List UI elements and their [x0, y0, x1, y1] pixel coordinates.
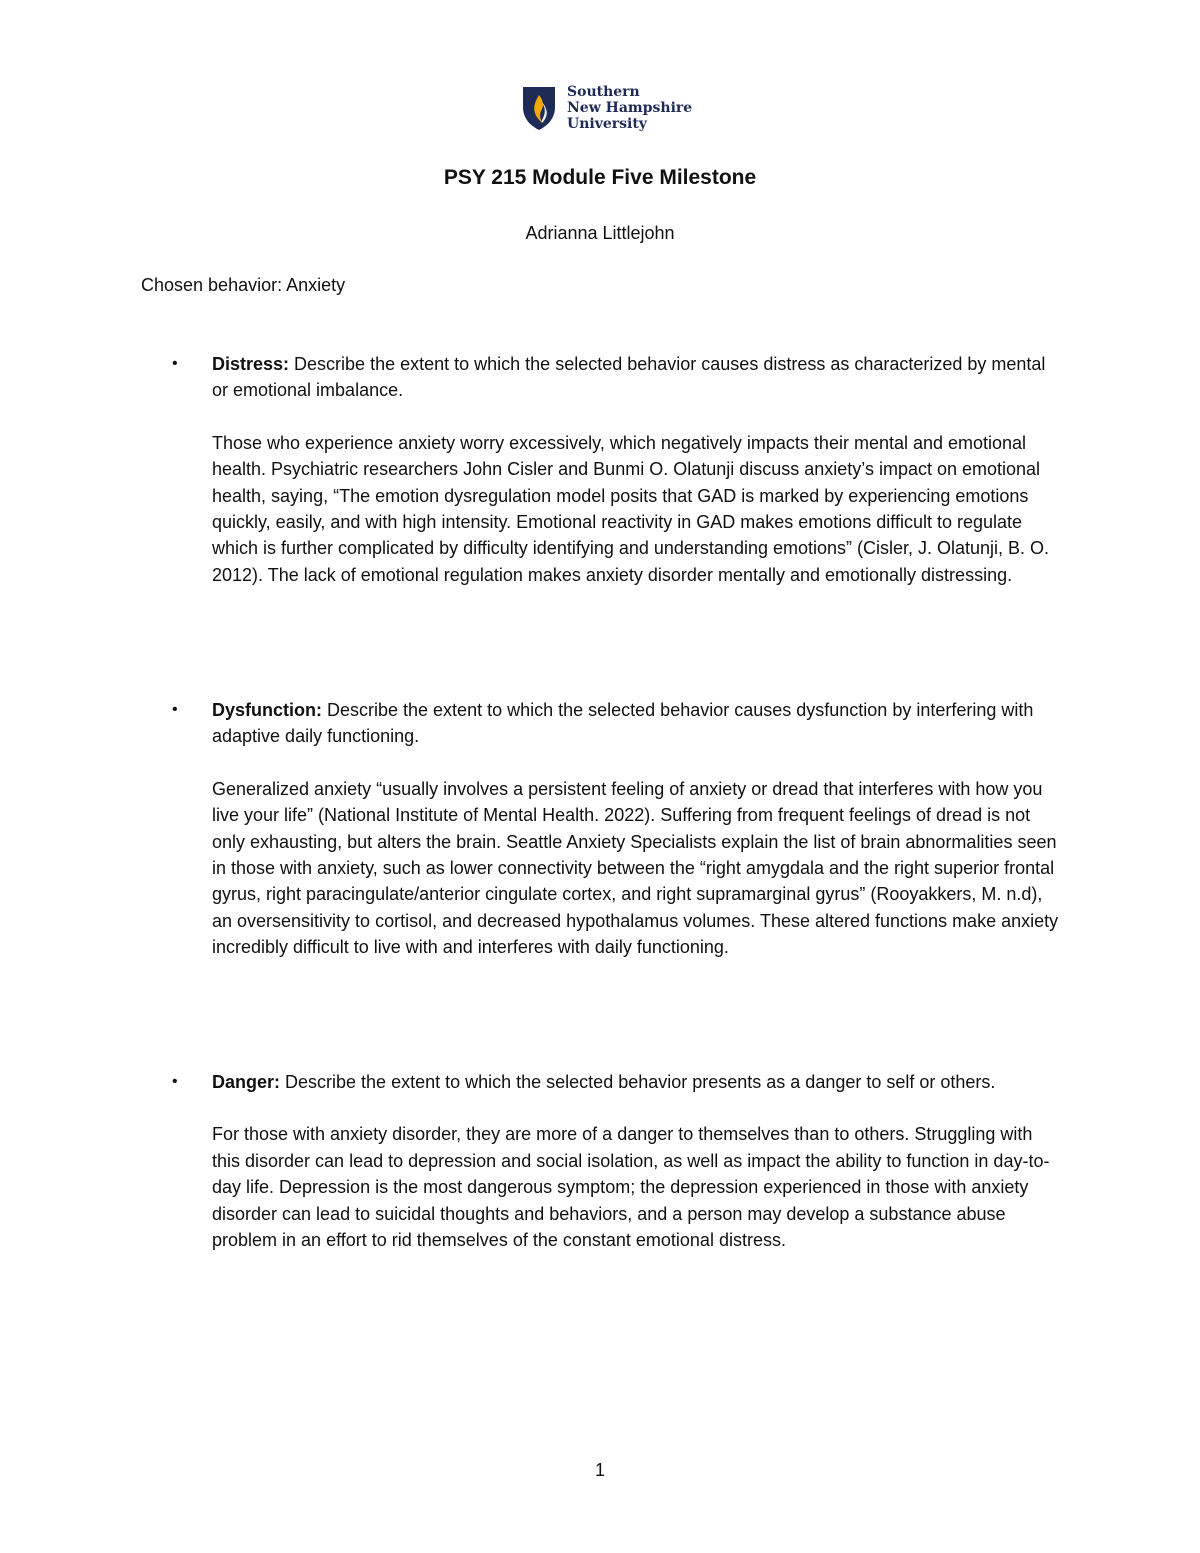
- bullet-icon: •: [172, 701, 178, 718]
- section-prompt-text: Describe the extent to which the selected behavior presents as a danger to self or others.: [280, 1072, 996, 1092]
- section-heading: Distress:: [212, 354, 290, 374]
- section-heading: Danger:: [212, 1072, 281, 1092]
- university-logo: [521, 84, 692, 132]
- section-prompt: [212, 697, 1062, 750]
- logo-line-2: New Hampshire: [567, 100, 693, 116]
- section-body: Generalized anxiety “usually involves a persistent feeling of anxiety or dread that interferes with how you live your life” (National Institute of Mental Health. 2022). Suffering from frequent feelings of dread is not only exhausting, but alters the brain. Seattle Anxiety Specialists explain the list of brain abnormalities seen in those with anxiety, such as lower connectivity between the “right amygdala and the right superior frontal gyrus, right paracingulate/anterior cingulate cortex, and right supramarginal gyrus” (Rooyakkers, M. n.d), an oversensitivity to cortisol, and decreased hypothalamus volumes. These altered functions make anxiety incredibly difficult to live with and interferes with daily functioning.: [212, 778, 1059, 958]
- section-distress: [172, 351, 1062, 588]
- shield-flame-icon: [521, 85, 557, 131]
- section-prompt-text: Describe the extent to which the selected behavior causes dysfunction by interfering with adaptive daily functioning.: [212, 700, 1034, 747]
- section-body: For those with anxiety disorder, they are more of a danger to themselves than to others. Struggling with this disorder can lead to depression and social isolation, as well as impact the ability to function in day-to-day life. Depression is the most dangerous symptom; the depression experienced in those with anxiety disorder can lead to suicidal thoughts and behaviors, and a person may develop a substance abuse problem in an effort to rid themselves of the constant emotional distress.: [212, 1124, 1050, 1251]
- logo-line-1: Southern: [567, 84, 640, 100]
- chosen-behavior: Chosen behavior: Anxiety: [141, 275, 346, 295]
- logo-wordmark: [567, 84, 692, 132]
- page-number: 1: [594, 1460, 605, 1480]
- section-dysfunction: [172, 697, 1062, 961]
- section-prompt: [212, 1069, 1062, 1095]
- bullet-icon: •: [172, 355, 178, 372]
- bullet-icon: •: [172, 1073, 178, 1090]
- section-prompt-text: Describe the extent to which the selected behavior causes distress as characterized by mental or emotional imbalance.: [212, 354, 1046, 401]
- section-prompt: [212, 351, 1062, 404]
- author-name: Adrianna Littlejohn: [525, 223, 675, 243]
- section-heading: Dysfunction:: [212, 700, 322, 720]
- document-title: PSY 215 Module Five Milestone: [443, 166, 757, 189]
- logo-line-3: University: [567, 116, 647, 132]
- section-body: Those who experience anxiety worry excessively, which negatively impacts their mental and emotional health. Psychiatric researchers John Cisler and Bunmi O. Olatunji discuss anxiety’s impact on emotional health, saying, “The emotion dysregulation model posits that GAD is marked by experiencing emotions quickly, easily, and with high intensity. Emotional reactivity in GAD makes emotions difficult to regulate which is further complicated by difficulty identifying and understanding emotions” (Cisler, J. Olatunji, B. O. 2012). The lack of emotional regulation makes anxiety disorder mentally and emotionally distressing.: [212, 432, 1050, 585]
- section-danger: [172, 1069, 1062, 1253]
